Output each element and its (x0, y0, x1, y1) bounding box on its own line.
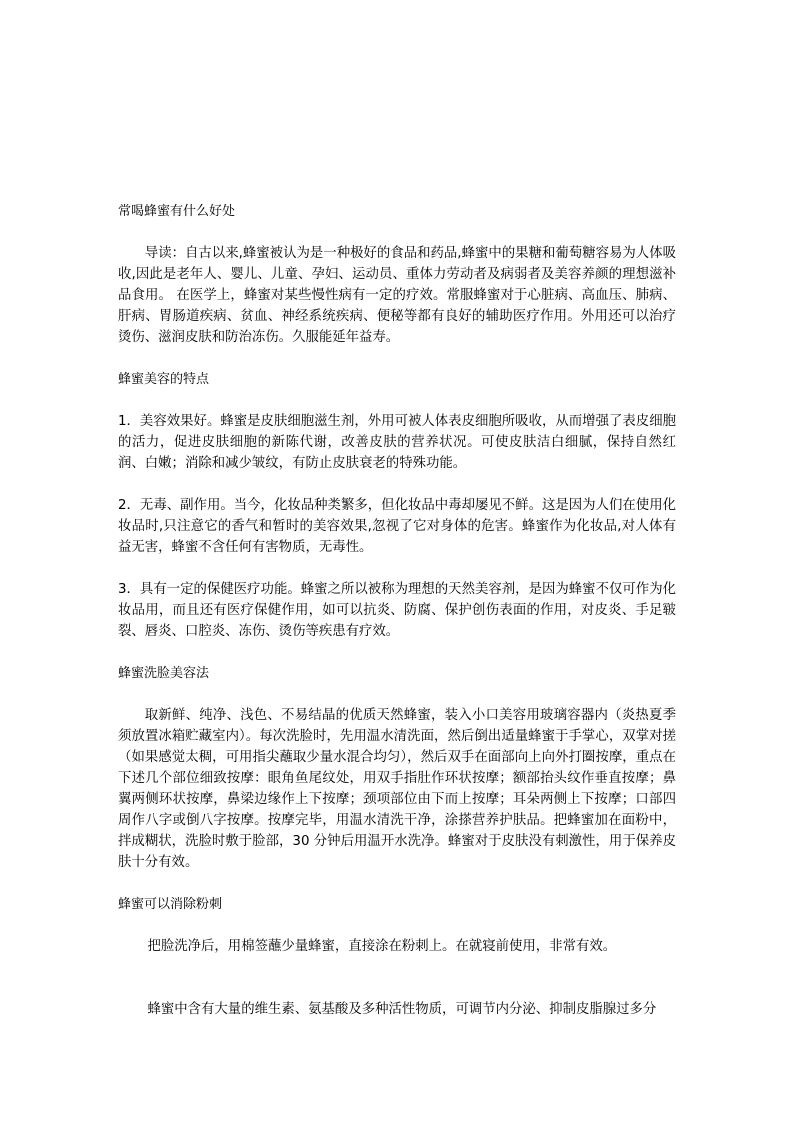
section-heading-acne: 蜂蜜可以消除粉刺 (118, 897, 223, 912)
vitamins-paragraph: 蜂蜜中含有大量的维生素、氨基酸及多种活性物质，可调节内分泌、抑制皮脂腺过多分 (147, 1002, 657, 1017)
face-wash-paragraph: 取新鲜、纯净、浅色、不易结晶的优质天然蜂蜜，装入小口美容用玻璃容器内（炎热夏季须放置冰箱贮藏室内）。每次洗脸时，先用温水清洗面，然后倒出适量蜂蜜于手掌心，双掌对搓（如果感觉太稠，可用指尖蘸取少量水混合均匀），然后双手在面部向上向外打圈按摩，重点在下述几个部位细致按摩：眼角鱼尾纹处，用双手指肚作环状按摩；额部抬头纹作垂直按摩；鼻翼两侧环状按摩，鼻梁边缘作上下按摩；颈项部位由下而上按摩；耳朵两侧上下按摩；口部四周作八字或倒八字按摩。按摩完毕，用温水清洗干净，涂搽营养护肤品。把蜂蜜加在面粉中，拌成糊状，洗脸时敷于脸部，30 分钟后用温开水洗净。蜂蜜对于皮肤没有刺激性，用于保养皮肤十分有效。 (118, 708, 676, 870)
beauty-point-1: 1．美容效果好。蜂蜜是皮肤细胞滋生剂，外用可被人体表皮细胞所吸收，从而增强了表皮细胞的活力，促进皮肤细胞的新陈代谢，改善皮肤的营养状况。可使皮肤洁白细腻，保持自然红润、白嫩；消除和减少皱纹，有防止皮肤衰老的特殊功能。 (118, 414, 676, 471)
intro-paragraph: 导读：自古以来,蜂蜜被认为是一种极好的食品和药品,蜂蜜中的果糖和葡萄糖容易为人体吸收,因此是老年人、婴儿、儿童、孕妇、运动员、重体力劳动者及病弱者及美容养颜的理想滋补品食用。 在医学上，蜂蜜对某些慢性病有一定的疗效。常服蜂蜜对于心脏病、高血压、肺病、肝病、胃肠道疾病、贫血、神经系统疾病、便秘等都有良好的辅助医疗作用。外用还可以治疗烫伤、滋润皮肤和防治冻伤。久服能延年益寿。 (118, 246, 676, 345)
beauty-point-2: 2．无毒、副作用。当今，化妆品种类繁多，但化妆品中毒却屡见不鲜。这是因为人们在使用化妆品时,只注意它的香气和暂时的美容效果,忽视了它对身体的危害。蜂蜜作为化妆品,对人体有益无害，蜂蜜不含任何有害物质，无毒性。 (118, 498, 676, 555)
section-heading-beauty-features: 蜂蜜美容的特点 (118, 372, 210, 387)
document-title: 常喝蜂蜜有什么好处 (118, 204, 236, 219)
acne-paragraph: 把脸洗净后，用棉签蘸少量蜂蜜，直接涂在粉刺上。在就寝前使用，非常有效。 (147, 939, 617, 954)
section-heading-face-wash: 蜂蜜洗脸美容法 (118, 666, 210, 681)
document-page (118, 202, 676, 1020)
beauty-point-3: 3．具有一定的保健医疗功能。蜂蜜之所以被称为理想的天然美容剂，是因为蜂蜜不仅可作为化妆品用，而且还有医疗保健作用，如可以抗炎、防腐、保护创伤表面的作用，对皮炎、手足皲裂、唇炎、口腔炎、冻伤、烫伤等疾患有疗效。 (118, 582, 676, 639)
